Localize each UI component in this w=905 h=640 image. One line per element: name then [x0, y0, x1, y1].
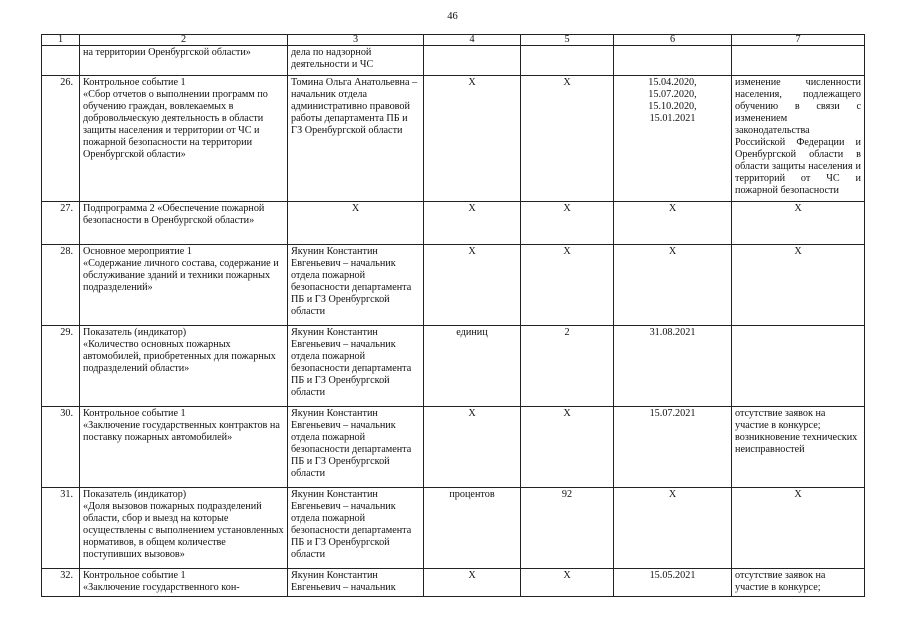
value: Х	[521, 202, 614, 245]
column-header: 7	[732, 35, 865, 46]
table-row	[42, 245, 865, 326]
table-row	[42, 202, 865, 245]
responsible: Томина Ольга Анатольевна – начальник отдела административно правовой работы департамента ПБ и ГЗ Оренбургской области	[288, 76, 424, 202]
row-number: 31.	[42, 488, 80, 569]
risk-note: Х	[732, 245, 865, 326]
risk-note: изменение численности населения, подлежащего обучению в связи с изменением законодательства Российской Федерации и Оренбургской области в области защиты населения и территорий от ЧС и пожарной безопасности	[732, 76, 865, 202]
unit: Х	[424, 76, 521, 202]
event-name: Основное мероприятие 1 «Содержание личного состава, содержание и обслуживание зданий и техники пожарных подразделений»	[80, 245, 288, 326]
value: Х	[521, 245, 614, 326]
row-number: 28.	[42, 245, 80, 326]
unit: процентов	[424, 488, 521, 569]
column-header: 3	[288, 35, 424, 46]
event-name: на территории Оренбургской области»	[80, 46, 288, 76]
event-name: Подпрограмма 2 «Обеспечение пожарной безопасности в Оренбургской области»	[80, 202, 288, 245]
document-table	[41, 34, 865, 597]
date: 15.07.2021	[614, 407, 732, 488]
column-header: 2	[80, 35, 288, 46]
responsible: Х	[288, 202, 424, 245]
table-row	[42, 569, 865, 597]
value: Х	[521, 569, 614, 597]
date	[614, 46, 732, 76]
column-number-row	[42, 35, 865, 46]
event-name: Контрольное событие 1 «Сбор отчетов о выполнении программ по обучению граждан, вовлекаемых в добровольческую деятельность в области защиты населения и территории от ЧС и пожарной безопасности на территории Оренбургской области»	[80, 76, 288, 202]
value: 92	[521, 488, 614, 569]
row-number	[42, 46, 80, 76]
unit: Х	[424, 407, 521, 488]
event-name: Показатель (индикатор) «Доля вызовов пожарных подразделений области, сбор и выезд на которые осуществлены с выполнением установленных нормативов, в общем количестве поступивших вызовов»	[80, 488, 288, 569]
risk-note: отсутствие заявок на участие в конкурсе;	[732, 569, 865, 597]
unit: Х	[424, 202, 521, 245]
responsible: дела по надзорной деятельности и ЧС	[288, 46, 424, 76]
page-number: 46	[447, 11, 458, 22]
risk-note: Х	[732, 488, 865, 569]
responsible: Якунин Константин Евгеньевич – начальник отдела пожарной безопасности департамента ПБ и ГЗ Оренбургской области	[288, 407, 424, 488]
unit: Х	[424, 569, 521, 597]
table-row	[42, 407, 865, 488]
date: 31.08.2021	[614, 326, 732, 407]
table-row	[42, 326, 865, 407]
table-row	[42, 46, 865, 76]
value: Х	[521, 76, 614, 202]
unit	[424, 46, 521, 76]
date: 15.04.2020, 15.07.2020, 15.10.2020, 15.01.2021	[614, 76, 732, 202]
date: 15.05.2021	[614, 569, 732, 597]
responsible: Якунин Константин Евгеньевич – начальник отдела пожарной безопасности департамента ПБ и ГЗ Оренбургской области	[288, 245, 424, 326]
value: 2	[521, 326, 614, 407]
row-number: 32.	[42, 569, 80, 597]
value: Х	[521, 407, 614, 488]
risk-note: отсутствие заявок на участие в конкурсе; возникновение технических неисправностей	[732, 407, 865, 488]
value	[521, 46, 614, 76]
row-number: 29.	[42, 326, 80, 407]
responsible: Якунин Константин Евгеньевич – начальник отдела пожарной безопасности департамента ПБ и ГЗ Оренбургской области	[288, 326, 424, 407]
column-header: 5	[521, 35, 614, 46]
row-number: 27.	[42, 202, 80, 245]
event-name: Контрольное событие 1 «Заключение государственного кон-	[80, 569, 288, 597]
responsible: Якунин Константин Евгеньевич – начальник отдела пожарной безопасности департамента ПБ и ГЗ Оренбургской области	[288, 488, 424, 569]
date: Х	[614, 202, 732, 245]
table-row	[42, 76, 865, 202]
column-header: 1	[42, 35, 80, 46]
table-row	[42, 488, 865, 569]
row-number: 30.	[42, 407, 80, 488]
event-name: Контрольное событие 1 «Заключение государственных контрактов на поставку пожарных автомобилей»	[80, 407, 288, 488]
risk-note: Х	[732, 202, 865, 245]
responsible: Якунин Константин Евгеньевич – начальник	[288, 569, 424, 597]
column-header: 6	[614, 35, 732, 46]
date: Х	[614, 488, 732, 569]
date: Х	[614, 245, 732, 326]
event-name: Показатель (индикатор) «Количество основных пожарных автомобилей, приобретенных для пожарных подразделений области»	[80, 326, 288, 407]
unit: Х	[424, 245, 521, 326]
unit: единиц	[424, 326, 521, 407]
row-number: 26.	[42, 76, 80, 202]
risk-note	[732, 46, 865, 76]
risk-note	[732, 326, 865, 407]
column-header: 4	[424, 35, 521, 46]
